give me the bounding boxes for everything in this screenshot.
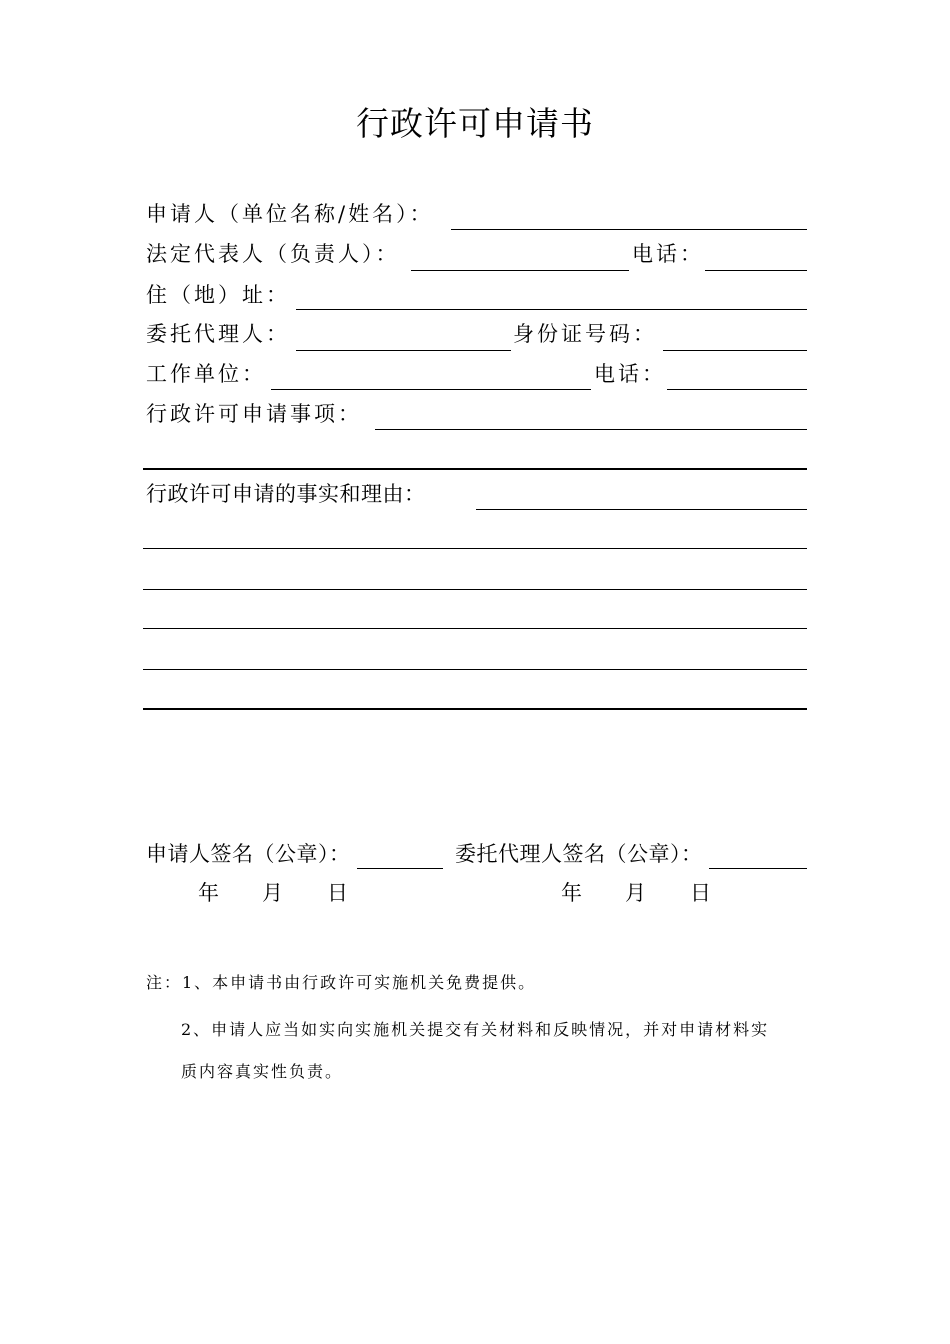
work-unit-field[interactable]	[271, 389, 591, 390]
reasons-field-first-line[interactable]	[476, 509, 807, 510]
applicant-field[interactable]	[451, 229, 807, 230]
reasons-line[interactable]	[143, 589, 807, 590]
agent-date-year: 年	[561, 881, 583, 905]
phone2-field[interactable]	[667, 389, 807, 390]
applicant-date-day: 日	[327, 881, 349, 905]
note-2-line-1: 2、申请人应当如实向实施机关提交有关材料和反映情况，并对申请材料实	[181, 1020, 770, 1039]
reasons-line[interactable]	[143, 669, 807, 670]
work-unit-label: 工作单位：	[146, 362, 266, 386]
agent-signature-label: 委托代理人签名（公章）：	[455, 842, 703, 866]
applicant-label: 申请人（单位名称/姓名）：	[146, 202, 434, 226]
agent-signature-field[interactable]	[709, 868, 807, 869]
page-title: 行政许可申请书	[356, 104, 594, 143]
matter-field[interactable]	[375, 429, 807, 430]
agent-date-month: 月	[625, 881, 647, 905]
reasons-line[interactable]	[143, 548, 807, 549]
id-number-label: 身份证号码：	[513, 322, 657, 346]
applicant-signature-label: 申请人签名（公章）：	[146, 842, 351, 866]
address-field[interactable]	[296, 309, 807, 310]
phone1-label: 电话：	[632, 242, 704, 266]
section-divider	[143, 468, 807, 470]
agent-date-day: 日	[690, 881, 712, 905]
applicant-signature-field[interactable]	[357, 868, 443, 869]
id-number-field[interactable]	[663, 350, 807, 351]
note-2-line-2: 质内容真实性负责。	[181, 1062, 344, 1081]
note-1: 注：1、本申请书由行政许可实施机关免费提供。	[146, 973, 537, 992]
address-label: 住（地）址：	[146, 283, 290, 307]
legal-rep-field[interactable]	[411, 270, 629, 271]
phone1-field[interactable]	[705, 270, 807, 271]
legal-rep-label: 法定代表人（负责人）：	[146, 242, 400, 266]
applicant-date-month: 月	[262, 881, 284, 905]
reasons-line[interactable]	[143, 628, 807, 629]
phone2-label: 电话：	[594, 362, 666, 386]
applicant-date-year: 年	[198, 881, 220, 905]
matter-label: 行政许可申请事项：	[146, 402, 362, 426]
reasons-label: 行政许可申请的事实和理由：	[146, 482, 426, 506]
agent-field[interactable]	[296, 350, 511, 351]
reasons-line-last[interactable]	[143, 708, 807, 710]
agent-label: 委托代理人：	[146, 322, 290, 346]
